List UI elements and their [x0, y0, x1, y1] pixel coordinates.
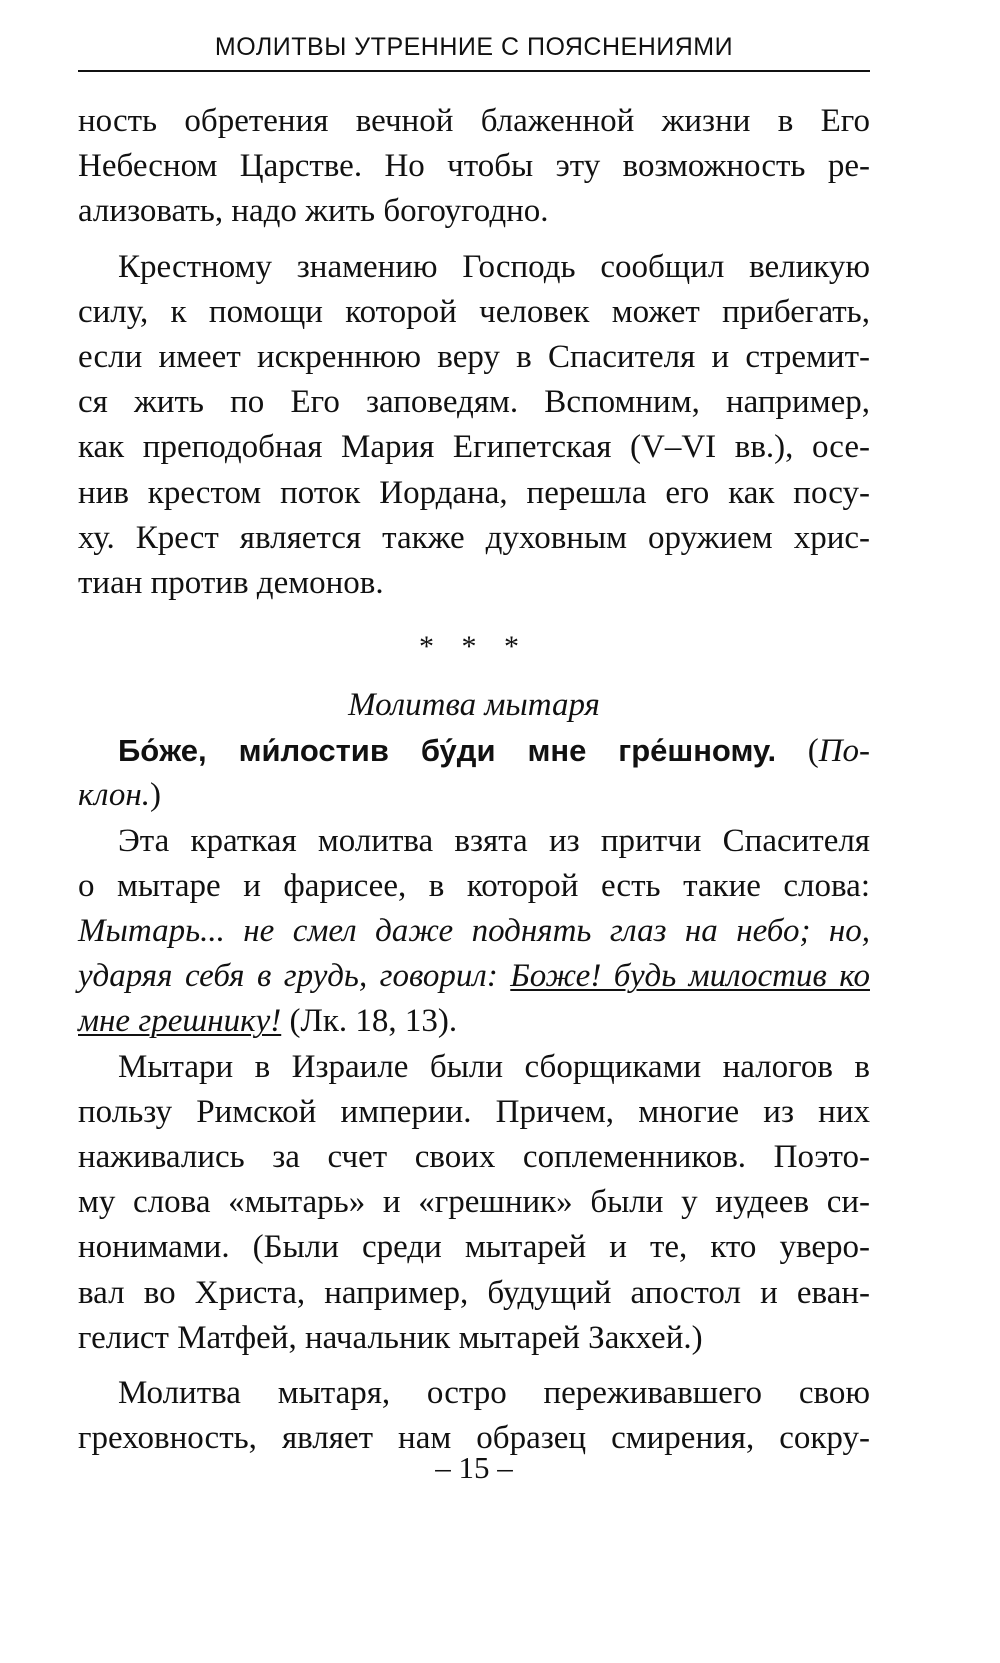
text-line: Небесном Царстве. Но чтобы эту возможность ре- — [78, 148, 870, 185]
prayer-note-part2: клон. — [78, 777, 151, 814]
text-line: нив крестом поток Иордана, перешла его как посу- — [78, 474, 870, 511]
quote-text: ударяя себя в грудь, говорил: — [78, 958, 498, 995]
text-line: вал во Христа, например, будущий апостол и еван- — [78, 1274, 870, 1311]
paragraph-4 — [78, 1045, 870, 1361]
paragraph-2 — [78, 245, 870, 607]
text-line: если имеет искреннюю веру в Спасителя и стремит- — [78, 338, 870, 375]
text-line: как преподобная Мария Египетская (V–VI вв.), осе- — [78, 429, 870, 466]
scripture-reference: (Лк. 18, 13). — [289, 1003, 458, 1040]
paragraph-1 — [78, 99, 870, 235]
text-line: ху. Крест является также духовным оружием хрис- — [78, 519, 870, 556]
text-line: силу, к помощи которой человек может прибегать, — [78, 293, 870, 330]
prayer-note-open: ( — [807, 733, 819, 770]
text-line: Эта краткая молитва взята из притчи Спасителя — [118, 822, 870, 859]
text-line: наживались за счет своих соплеменников. Поэто- — [78, 1138, 870, 1175]
quote-underlined: мне грешнику! — [78, 1003, 282, 1040]
running-head: МОЛИТВЫ УТРЕННИЕ С ПОЯСНЕНИЯМИ — [214, 33, 734, 61]
prayer-line-2 — [78, 773, 870, 818]
paragraph-3 — [78, 819, 870, 1045]
section-separator: * * * — [419, 630, 529, 664]
text-line: гелист Матфей, начальник мытарей Закхей.) — [78, 1319, 703, 1356]
text-line: тиан против демонов. — [78, 564, 384, 601]
text-line: Крестному знамению Господь сообщил великую — [118, 248, 870, 285]
prayer-line — [78, 728, 870, 773]
text-line: ализовать, надо жить богоугодно. — [78, 193, 549, 230]
text-line: пользу Римской империи. Причем, многие из них — [78, 1093, 870, 1130]
quote-underlined: Боже! будь милостив ко — [510, 958, 870, 995]
text-line: нонимами. (Были среди мытарей и те, кто уверо- — [78, 1229, 870, 1266]
text-line: о мытаре и фарисее, в которой есть такие слова: — [78, 867, 870, 904]
quote-line — [78, 909, 870, 954]
quote-text: Мытарь... не смел даже поднять глаз на небо; но, — [78, 913, 870, 949]
text-line: ность обретения вечной блаженной жизни в Его — [78, 103, 870, 139]
quote-line — [78, 954, 870, 999]
prayer-block — [78, 728, 870, 818]
book-page — [78, 0, 870, 1663]
text-line: му слова «мытарь» и «грешник» были у иудеев си- — [78, 1184, 870, 1221]
page-number: – 15 – — [435, 1450, 513, 1485]
prayer-note-part1: По- — [818, 733, 871, 770]
header-rule — [78, 70, 870, 72]
prayer-text: Бо́же, ми́лостив бу́ди мне гре́шному. — [118, 733, 777, 769]
text-line: греховность, являет нам образец смирения, сокру- — [78, 1420, 870, 1457]
section-title: Молитва мытаря — [348, 687, 600, 724]
prayer-note-close: ) — [150, 777, 162, 814]
text-line: ся жить по Его заповедям. Вспомним, например, — [78, 384, 870, 421]
text-line: Мытари в Израиле были сборщиками налогов в — [118, 1048, 870, 1085]
page-body — [78, 99, 870, 1461]
quote-line — [78, 999, 870, 1044]
text-line: Молитва мытаря, остро переживавшего свою — [118, 1374, 870, 1411]
